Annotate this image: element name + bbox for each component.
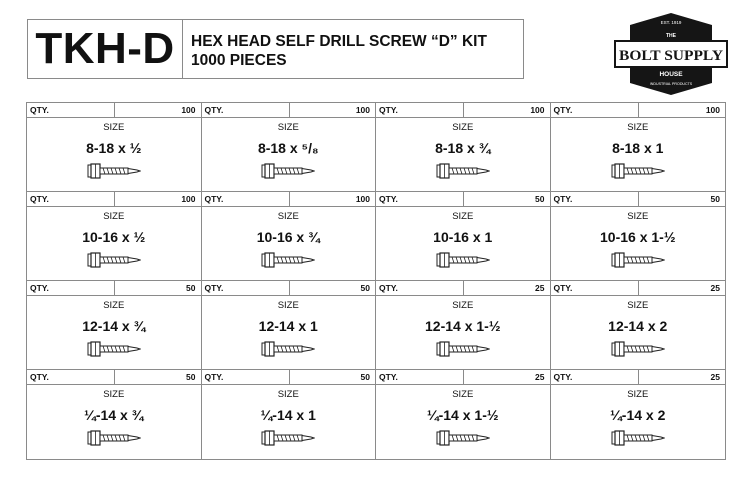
hex-screw-icon <box>261 429 315 447</box>
size-label: SIZE <box>103 211 125 222</box>
size-value: ¼-14 x 1 <box>260 407 316 423</box>
size-label: SIZE <box>627 122 649 133</box>
qty-value: 100 <box>355 105 370 115</box>
size-value: 12-14 x 1 <box>258 318 318 334</box>
qty-row <box>376 103 550 118</box>
hex-screw-icon <box>611 340 665 358</box>
qty-row <box>551 103 726 118</box>
qty-row <box>202 103 376 118</box>
hex-screw-icon <box>261 162 315 180</box>
kit-title-line2: 1000 PIECES <box>191 52 287 69</box>
qty-row <box>551 281 726 296</box>
size-label: SIZE <box>277 389 299 400</box>
qty-value: 100 <box>705 105 720 115</box>
size-value: 8-18 x ½ <box>86 140 142 156</box>
hex-screw-icon <box>436 251 490 269</box>
size-value: 8-18 x ⁵/₈ <box>257 140 319 156</box>
hex-screw-icon <box>261 340 315 358</box>
qty-value: 50 <box>360 372 370 382</box>
size-label: SIZE <box>627 211 649 222</box>
qty-label: QTY. <box>27 370 115 384</box>
qty-label: QTY. <box>376 103 464 117</box>
size-value: 12-14 x 1-½ <box>425 318 501 334</box>
screw-cell <box>202 103 377 192</box>
qty-row <box>27 281 201 296</box>
qty-value: 100 <box>355 194 370 204</box>
hex-screw-icon <box>87 340 141 358</box>
size-label: SIZE <box>627 389 649 400</box>
size-label: SIZE <box>277 300 299 311</box>
size-value: 10-16 x ½ <box>82 229 146 245</box>
qty-label: QTY. <box>202 192 290 206</box>
size-value: 10-16 x 1-½ <box>600 229 676 245</box>
qty-value: 25 <box>710 283 720 293</box>
screw-cell <box>27 192 202 281</box>
hex-screw-icon <box>87 162 141 180</box>
logo-line1: THE <box>666 33 676 39</box>
qty-row <box>27 370 201 385</box>
qty-value: 50 <box>186 372 196 382</box>
screw-cell <box>376 370 551 459</box>
qty-row <box>376 192 550 207</box>
bolt-supply-logo <box>612 12 730 96</box>
kit-code: TKH-D <box>28 20 183 78</box>
hex-screw-icon <box>436 340 490 358</box>
qty-row <box>202 192 376 207</box>
size-value: 8-18 x 1 <box>612 140 664 156</box>
size-value: 12-14 x 2 <box>608 318 668 334</box>
qty-row <box>376 281 550 296</box>
qty-row <box>376 370 550 385</box>
screw-cell <box>376 281 551 370</box>
qty-value: 25 <box>535 372 545 382</box>
kit-title-line1: HEX HEAD SELF DRILL SCREW “D” KIT <box>191 33 487 50</box>
screw-cell <box>27 103 202 192</box>
hex-screw-icon <box>436 429 490 447</box>
hex-screw-icon <box>436 162 490 180</box>
qty-label: QTY. <box>27 192 115 206</box>
logo-line3: HOUSE <box>659 71 683 78</box>
qty-label: QTY. <box>376 281 464 295</box>
size-label: SIZE <box>103 389 125 400</box>
qty-value: 50 <box>535 194 545 204</box>
screw-cell <box>551 192 726 281</box>
hex-screw-icon <box>261 251 315 269</box>
size-value: 10-16 x ¾ <box>256 229 320 245</box>
screw-cell <box>376 103 551 192</box>
qty-row <box>27 192 201 207</box>
screw-cell <box>27 370 202 459</box>
size-label: SIZE <box>277 122 299 133</box>
qty-label: QTY. <box>202 281 290 295</box>
qty-value: 50 <box>710 194 720 204</box>
logo-bottom-text: INDUSTRIAL PRODUCTS <box>649 82 693 86</box>
qty-label: QTY. <box>27 103 115 117</box>
size-label: SIZE <box>452 122 474 133</box>
qty-label: QTY. <box>27 281 115 295</box>
size-value: ¼-14 x 1-½ <box>426 407 499 423</box>
screw-cell <box>202 192 377 281</box>
logo-line2: BOLT SUPPLY <box>619 48 724 64</box>
hex-screw-icon <box>611 429 665 447</box>
screw-cell <box>202 281 377 370</box>
size-value: ¼-14 x ¾ <box>84 407 144 423</box>
qty-value: 25 <box>535 283 545 293</box>
size-value: 10-16 x 1 <box>433 229 493 245</box>
hex-screw-icon <box>87 429 141 447</box>
size-label: SIZE <box>277 211 299 222</box>
qty-label: QTY. <box>551 192 639 206</box>
size-label: SIZE <box>103 122 125 133</box>
size-label: SIZE <box>452 389 474 400</box>
qty-label: QTY. <box>551 103 639 117</box>
size-label: SIZE <box>103 300 125 311</box>
qty-row <box>27 103 201 118</box>
size-label: SIZE <box>627 300 649 311</box>
size-label: SIZE <box>452 300 474 311</box>
qty-label: QTY. <box>376 192 464 206</box>
hex-screw-icon <box>611 251 665 269</box>
qty-row <box>551 370 726 385</box>
qty-label: QTY. <box>376 370 464 384</box>
qty-value: 100 <box>181 194 196 204</box>
qty-row <box>551 192 726 207</box>
size-value: ¼-14 x 2 <box>610 407 666 423</box>
qty-row <box>202 281 376 296</box>
screw-cell <box>551 281 726 370</box>
kit-title <box>183 20 487 78</box>
qty-label: QTY. <box>202 370 290 384</box>
qty-value: 100 <box>181 105 196 115</box>
screw-cell <box>551 370 726 459</box>
logo-top-text: EST. 1919 <box>660 20 682 25</box>
screw-grid <box>26 102 726 460</box>
size-label: SIZE <box>452 211 474 222</box>
hex-screw-icon <box>87 251 141 269</box>
qty-label: QTY. <box>202 103 290 117</box>
qty-row <box>202 370 376 385</box>
qty-value: 100 <box>530 105 545 115</box>
qty-value: 50 <box>360 283 370 293</box>
size-value: 8-18 x ¾ <box>435 140 491 156</box>
qty-value: 50 <box>186 283 196 293</box>
hex-screw-icon <box>611 162 665 180</box>
qty-label: QTY. <box>551 370 639 384</box>
qty-label: QTY. <box>551 281 639 295</box>
qty-value: 25 <box>710 372 720 382</box>
size-value: 12-14 x ¾ <box>82 318 146 334</box>
screw-cell <box>27 281 202 370</box>
screw-cell <box>202 370 377 459</box>
screw-cell <box>376 192 551 281</box>
screw-cell <box>551 103 726 192</box>
kit-header <box>27 19 524 79</box>
